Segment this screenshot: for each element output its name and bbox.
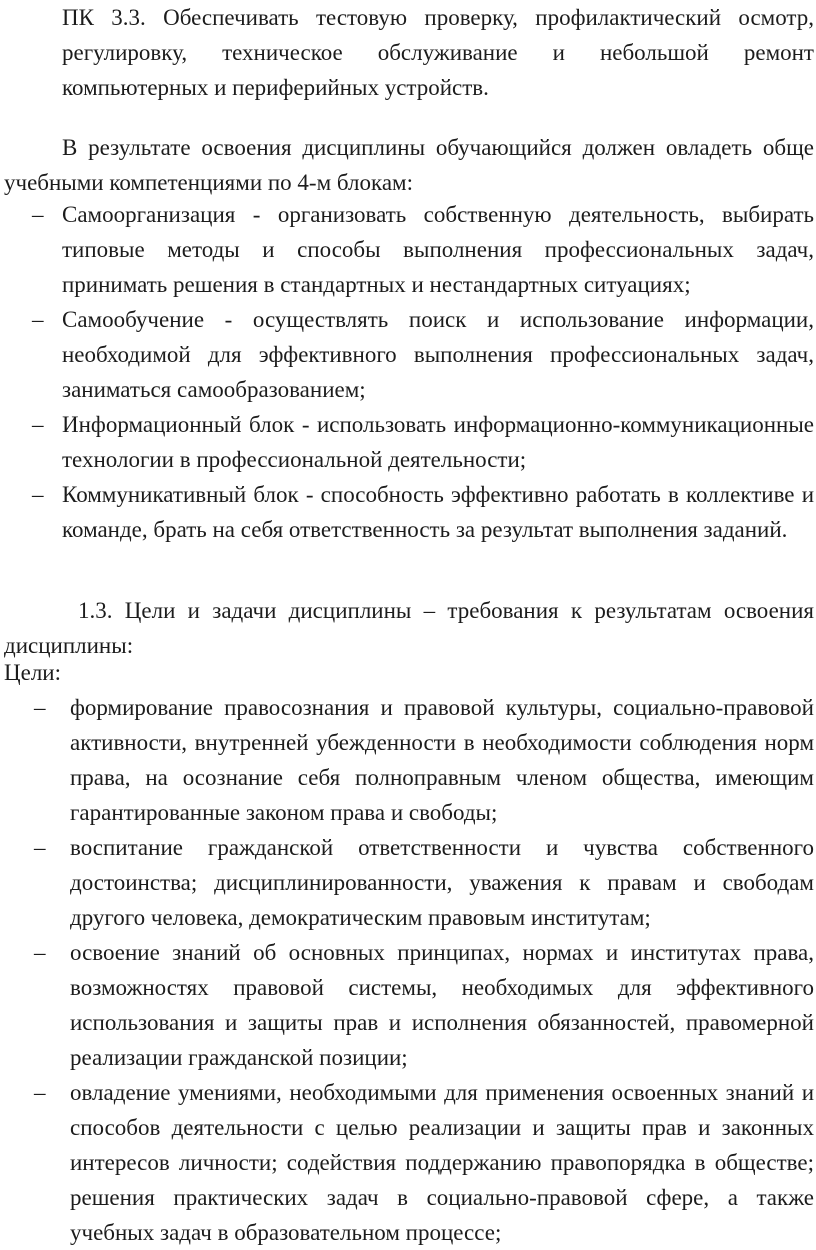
list-item bbox=[34, 1075, 814, 1250]
list-item-text: овладение умениями, необходимыми для применения освоенных знаний и способов деятельности с целью реализации и защиты прав и законных интересов личности; содействия поддержанию правопорядка в обществе; решения практических задач в социально-правовой сфере, а также учебных задач в образовательном процессе; bbox=[70, 1080, 814, 1245]
list-item-text: Коммуникативный блок - способность эффективно работать в коллективе и команде, брать на себя ответственность за результат выполнения заданий. bbox=[62, 482, 814, 542]
dash-bullet: – bbox=[32, 482, 44, 507]
list-item-text: формирование правосознания и правовой культуры, социально-правовой активности, внутренней убежденности в необходимости соблюдения норм права, на осознание себя полноправным членом общества, имеющим гарантированные законом права и свободы; bbox=[70, 695, 814, 825]
goals-list bbox=[34, 690, 814, 1250]
list-item-text: Самообучение - осуществлять поиск и использование информации, необходимой для эффективного выполнения профессиональных задач, заниматься самообразованием; bbox=[62, 307, 814, 402]
goals-label: Цели: bbox=[4, 660, 61, 685]
section-heading: 1.3. Цели и задачи дисциплины – требования к результатам освоения дисциплины: bbox=[4, 598, 814, 658]
list-item-text: освоение знаний об основных принципах, нормах и институтах права, возможностях правовой системы, необходимых для эффективного использования и защиты прав и исполнения обязанностей, правомерной реализации гражданской позиции; bbox=[70, 940, 814, 1070]
dash-bullet: – bbox=[32, 307, 44, 332]
list-item bbox=[34, 830, 814, 935]
list-item bbox=[32, 302, 814, 407]
intro-paragraph: В результате освоения дисциплины обучающийся должен овладеть обще учебными компетенциями по 4-м блокам: bbox=[4, 135, 814, 195]
list-item bbox=[32, 197, 814, 302]
dash-bullet: – bbox=[32, 202, 44, 227]
dash-bullet: – bbox=[34, 940, 46, 965]
competencies-list bbox=[32, 197, 814, 547]
dash-bullet: – bbox=[34, 1080, 46, 1105]
list-item-text: воспитание гражданской ответственности и чувства собственного достоинства; дисциплинированности, уважения к правам и свободам другого человека, демократическим правовым институтам; bbox=[70, 835, 814, 930]
list-item bbox=[34, 935, 814, 1075]
list-item-text: Информационный блок - использовать информационно-коммуникационные технологии в профессиональной деятельности; bbox=[62, 412, 814, 472]
dash-bullet: – bbox=[34, 695, 46, 720]
list-item bbox=[32, 477, 814, 547]
list-item-text: Самоорганизация - организовать собственную деятельность, выбирать типовые методы и способы выполнения профессиональных задач, принимать решения в стандартных и нестандартных ситуациях; bbox=[62, 202, 814, 297]
dash-bullet: – bbox=[32, 412, 44, 437]
list-item bbox=[32, 407, 814, 477]
dash-bullet: – bbox=[34, 835, 46, 860]
pk-paragraph: ПК 3.3. Обеспечивать тестовую проверку, профилактический осмотр, регулировку, техническое обслуживание и небольшой ремонт компьютерных и периферийных устройств. bbox=[62, 5, 814, 100]
list-item bbox=[34, 690, 814, 830]
